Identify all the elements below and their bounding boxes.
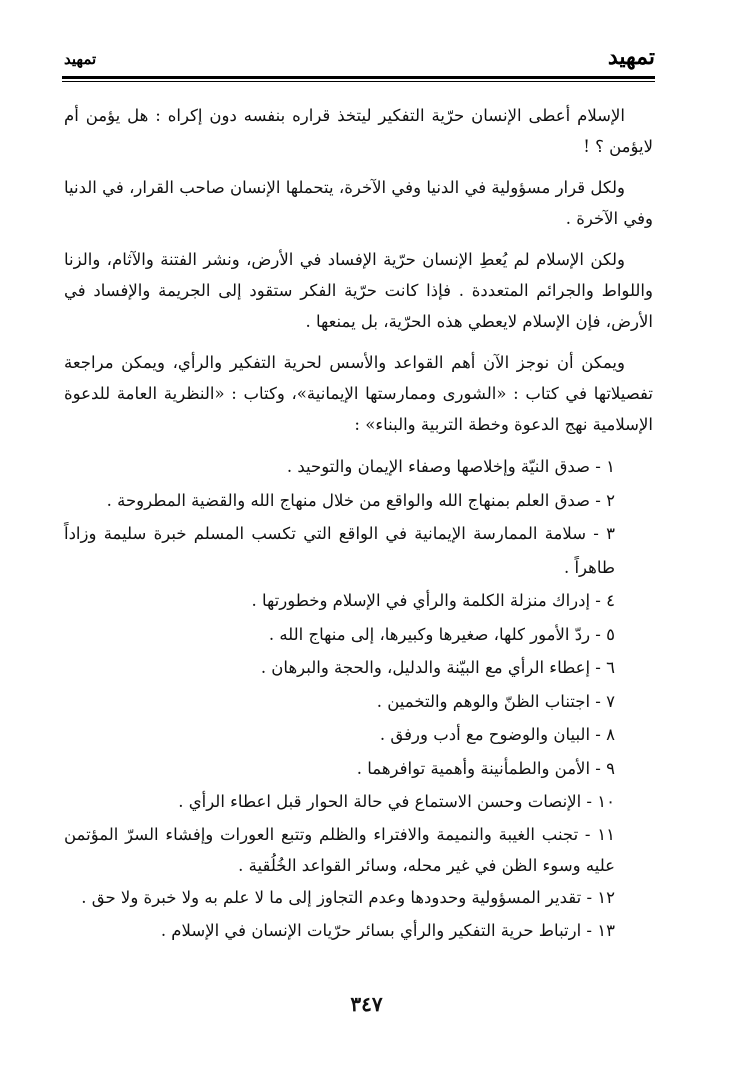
list-item: ١٠ - الإنصات وحسن الاستماع في حالة الحوار قبل اعطاء الرأي .	[178, 792, 615, 811]
header-rule	[62, 76, 655, 82]
list-item: ١ - صدق النيّة وإخلاصها وصفاء الإيمان والتوحيد .	[286, 457, 615, 476]
list-item: ٧ - اجتناب الظنّ والوهم والتخمين .	[376, 691, 615, 711]
running-title: تمهيد	[64, 50, 97, 68]
chapter-title: تمهيد	[607, 44, 655, 70]
running-header	[64, 44, 655, 74]
list-item: ١٢ - تقدير المسؤولية وحدودها وعدم التجاوز إلى ما لا علم به ولا خبرة ولا حق .	[81, 887, 615, 907]
paragraph: الإسلام أعطى الإنسان حرّية التفكير ليتخذ قراره بنفسه دون إكراه : هل يؤمن أم لايؤمن ؟ !	[64, 106, 653, 156]
list-item: ٩ - الأمن والطمأنينة وأهمية توافرهما .	[356, 758, 615, 778]
paragraph: ولكن الإسلام لم يُعطِ الإنسان حرّية الإفساد في الأرض، ونشر الفتنة والآثام، والزنا واللواط والجرائم المتعددة . فإذا كانت حرّية الفكر ستقود إلى الجريمة والإفساد في الأرض، فإن الإسلام لايعطي هذه الحرّية، بل يمنعها .	[64, 250, 653, 331]
principles-list	[64, 450, 653, 948]
list-item: ٥ - ردّ الأمور كلها، صغيرها وكبيرها، إلى منهاج الله .	[268, 624, 615, 644]
paragraph: ويمكن أن نوجز الآن أهم القواعد والأسس لحرية التفكير والرأي، ويمكن مراجعة تفصيلاتها في كتاب : «الشورى وممارستها الإيمانية»، وكتاب : «النظرية العامة للدعوة الإسلامية نهج الدعوة وخطة التربية والبناء» :	[64, 353, 653, 434]
list-item: ٨ - البيان والوضوح مع أدب ورفق .	[379, 725, 615, 744]
list-item: ١١ - تجنب الغيبة والنميمة والافتراء والظلم وتتبع العورات وإفشاء السرّ المؤتمن عليه وسوء الظن في غير محله، وسائر القواعد الخُلُقية .	[64, 824, 615, 875]
paragraph: ولكل قرار مسؤولية في الدنيا وفي الآخرة، يتحملها الإنسان صاحب القرار، في الدنيا وفي الآخرة .	[64, 178, 653, 228]
list-item: ٢ - صدق العلم بمنهاج الله والواقع من خلال منهاج الله والقضية المطروحة .	[106, 490, 615, 510]
list-item: ٦ - إعطاء الرأي مع البيّنة والدليل، والحجة والبرهان .	[260, 658, 615, 677]
list-item: ١٣ - ارتباط حرية التفكير والرأي بسائر حرّيات الإنسان في الإسلام .	[160, 921, 615, 940]
main-text	[64, 100, 653, 948]
list-item: ٤ - إدراك منزلة الكلمة والرأي في الإسلام وخطورتها .	[251, 591, 615, 610]
list-item: ٣ - سلامة الممارسة الإيمانية في الواقع التي تكسب المسلم خبرة سليمة وزاداً طاهراً .	[64, 524, 615, 577]
page-number: ٣٤٧	[350, 992, 383, 1016]
